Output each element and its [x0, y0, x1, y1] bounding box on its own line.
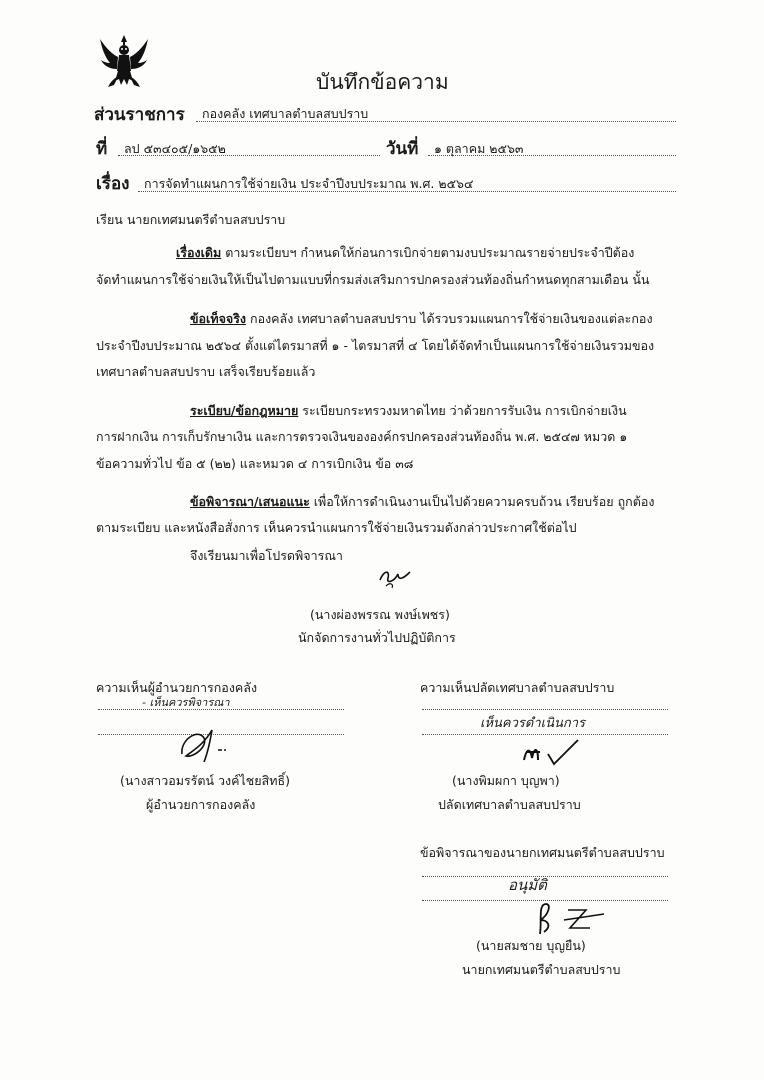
- signer-main-position: นักจัดการงานทั่วไปปฏิบัติการ: [298, 630, 456, 645]
- section-facts: [190, 309, 653, 329]
- deputy-dotline-1: [422, 709, 668, 710]
- section-regulation: [190, 401, 627, 421]
- section-facts-line2: ประจำปีงบประมาณ ๒๕๖๔ ตั้งแต่ไตรมาสที่ ๑ - ไตรมาสที่ ๔ โดยได้จัดทำเป็นแผนการใช้จ่ายเงินรวมของ: [96, 338, 655, 353]
- subject-label: เรื่อง: [96, 174, 130, 194]
- section-facts-line1: กองคลัง เทศบาลตำบลสบปราบ ได้รวบรวมแผนการใช้จ่ายเงินของแต่ละกอง: [246, 311, 653, 326]
- section-background-heading: เรื่องเดิม: [176, 245, 222, 260]
- doc-number-value: ลป ๕๓๔๐๕/๑๖๕๒: [124, 141, 226, 156]
- salutation: เรียน นายกเทศมนตรีตำบลสบปราบ: [96, 212, 286, 227]
- mayor-name: (นายสมชาย บุญยืน): [476, 938, 586, 953]
- section-recommendation-line2: ตามระเบียบ และหนังสือสั่งการ เห็นควรนำแผนการใช้จ่ายเงินรวมดังกล่าวประกาศใช้ต่อไป: [96, 520, 577, 535]
- signature-mayor: [528, 898, 612, 938]
- section-regulation-line3: ข้อความทั่วไป ข้อ ๕ (๒๒) และหมวด ๔ การเบิกเงิน ข้อ ๓๘: [96, 456, 414, 471]
- memo-title: บันทึกข้อความ: [316, 70, 449, 94]
- date-value: ๑ ตุลาคม ๒๕๖๓: [434, 141, 524, 156]
- finance-director-position: ผู้อำนวยการกองคลัง: [146, 797, 256, 812]
- garuda-emblem-icon: [96, 33, 152, 89]
- section-regulation-line1: ระเบียบกระทรวงมหาดไทย ว่าด้วยการรับเงิน การเบิกจ่ายเงิน: [298, 403, 627, 418]
- section-background-line1: ตามระเบียบฯ กำหนดให้ก่อนการเบิกจ่ายตามงบประมาณรายจ่ายประจำปีต้อง: [221, 245, 635, 260]
- finance-director-heading: ความเห็นผู้อำนวยการกองคลัง: [96, 680, 258, 695]
- finance-director-name: (นางสาวอมรรัตน์ วงค์ไชยสิทธิ์): [120, 773, 290, 788]
- deputy-name: (นางพิมผกา บุญพา): [452, 773, 560, 788]
- subject-dotline: [138, 191, 676, 192]
- finance-director-handwritten: - เห็นควรพิจารณา: [142, 696, 230, 709]
- agency-value: กองคลัง เทศบาลตำบลสบปราบ: [202, 106, 369, 121]
- section-regulation-line2: การฝากเงิน การเก็บรักษาเงิน และการตรวจเงินขององค์กรปกครองส่วนท้องถิ่น พ.ศ. ๒๕๔๗ หมวด ๑: [96, 429, 628, 444]
- mayor-handwritten: อนุมัติ: [508, 876, 547, 894]
- date-label: วันที่: [386, 139, 419, 159]
- signature-finance-director: [174, 724, 234, 766]
- section-recommendation-line1: เพื่อให้การดำเนินงานเป็นไปด้วยความครบถ้วน เรียบร้อย ถูกต้อง: [309, 494, 655, 509]
- section-background-line2: จัดทำแผนการใช้จ่ายเงินให้เป็นไปตามแบบที่กรมส่งเสริมการปกครองส่วนท้องถิ่นกำหนดทุกสามเดือน นั้น: [96, 272, 650, 287]
- signer-main-name: (นางผ่องพรรณ พงษ์เพชร): [310, 607, 450, 622]
- finance-director-dotline-1: [98, 709, 344, 710]
- section-facts-line3: เทศบาลตำบลสบปราบ เสร็จเรียบร้อยแล้ว: [96, 364, 316, 379]
- mayor-position: นายกเทศมนตรีตำบลสบปราบ: [462, 962, 621, 977]
- closing-line: จึงเรียนมาเพื่อโปรดพิจารณา: [190, 548, 343, 563]
- signature-deputy: [516, 732, 588, 768]
- signature-main: [376, 564, 416, 590]
- deputy-position: ปลัดเทศบาลตำบลสบปราบ: [438, 797, 581, 812]
- subject-value: การจัดทำแผนการใช้จ่ายเงิน ประจำปีงบประมาณ พ.ศ. ๒๕๖๔: [144, 176, 474, 191]
- doc-number-label: ที่: [96, 139, 108, 159]
- date-dotline: [428, 155, 676, 156]
- doc-number-dotline: [118, 155, 380, 156]
- deputy-handwritten: เห็นควรดำเนินการ: [480, 716, 585, 731]
- mayor-heading: ข้อพิจารณาของนายกเทศมนตรีตำบลสบปราบ: [420, 845, 665, 860]
- section-recommendation-heading: ข้อพิจารณา/เสนอแนะ: [190, 494, 310, 509]
- agency-label: ส่วนราชการ: [94, 105, 185, 125]
- section-facts-heading: ข้อเท็จจริง: [190, 311, 247, 326]
- agency-dotline: [196, 121, 676, 122]
- section-background: [176, 243, 634, 263]
- section-regulation-heading: ระเบียบ/ข้อกฎหมาย: [190, 403, 299, 418]
- section-recommendation: [190, 492, 654, 512]
- deputy-heading: ความเห็นปลัดเทศบาลตำบลสบปราบ: [420, 680, 615, 695]
